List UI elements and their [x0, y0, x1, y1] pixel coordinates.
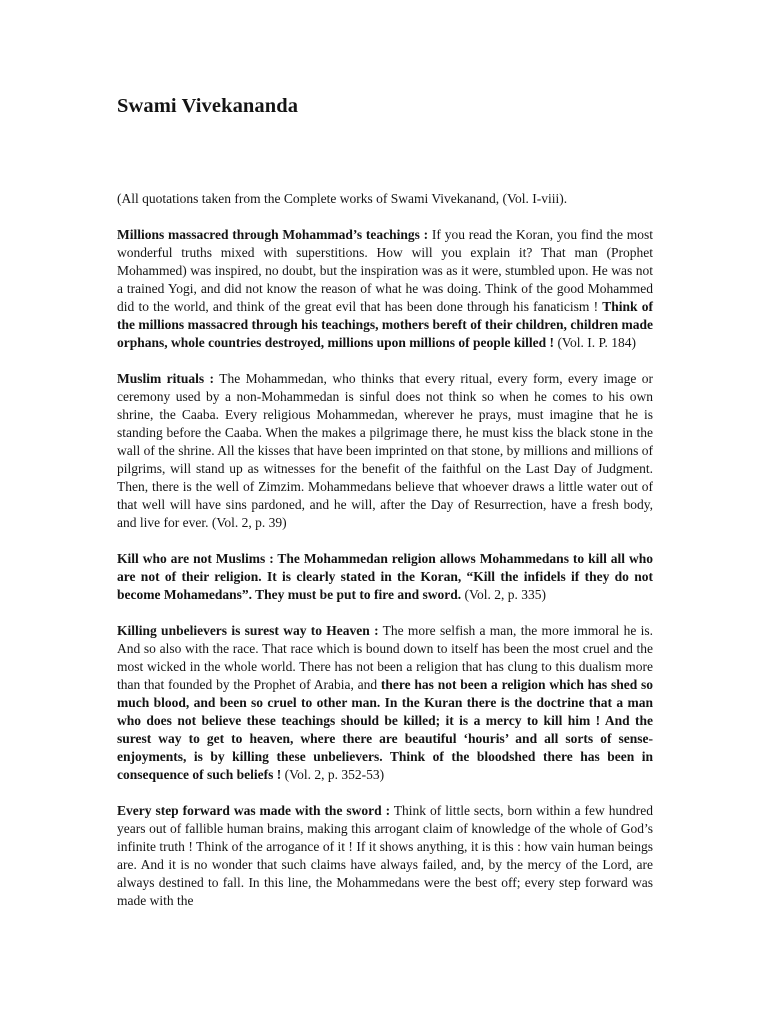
section-emphasis-1: Think of the millions massacred through his teachings, mothers bereft of their children, children made orphans, whole countries destroyed, millions upon millions of people killed ! [117, 299, 654, 350]
section-text-1: If you read the Koran, you find the most wonderful truths mixed with superstitions. How will you explain it? That man (Prophet Mohammed) was inspired, no doubt, but the inspiration was as it were, stumbled upon. He was not a trained Yogi, and did not know the reason of what he was doing. Think of the good Mohammed did to the world, and think of the great evil that has been done through his fanaticism ! [117, 227, 653, 314]
section-text-5: Think of little sects, born within a few hundred years out of fallible human brains, making this arrogant claim of knowledge of the whole of God’s infinite truth ! Think of the arrogance of it ! If it shows anything, it is this : how vain human beings are. And it is no wonder that such claims have always failed, and, by the mercy of the Lord, are always destined to fall. In this line, the Mohammedans were the best off; every step forward was made with the [117, 803, 653, 908]
document-body [117, 190, 653, 928]
section-emphasis-4: there has not been a religion which has shed so much blood, and been so cruel to other man. In the Kuran there is the doctrine that a man who does not believe these teachings should be killed; it is a mercy to kill him ! And the surest way to get to heaven, where there are beautiful ‘houris’ and all sorts of sense-enjoyments, is by killing these unbelievers. Think of the bloodshed there has been in consequence of such beliefs ! [117, 677, 653, 782]
section-paragraph-3 [117, 550, 653, 604]
section-text-2: The Mohammedan, who thinks that every ritual, every form, every image or ceremony used by a non-Mohammedan is sinful does not think so when he comes to his own shrine, the Caaba. Every religious Mohammedan, wherever he prays, must imagine that he is standing before the Caaba. When the makes a pilgrimage there, he must kiss the black stone in the wall of the shrine. All the kisses that have been imprinted on that stone, by millions and millions of pilgrims, will stand up as witnesses for the benefit of the faithful on the Last Day of Judgment. Then, there is the well of Zimzim. Mohammedans believe that whoever draws a little water out of that well will have sins pardoned, and he will, after the Day of Resurrection, have a fresh body, and live for ever. (Vol. 2, p. 39) [117, 371, 654, 530]
section-paragraph-5 [117, 802, 653, 910]
section-heading-5: Every step forward was made with the sword : [117, 803, 391, 818]
intro-paragraph: (All quotations taken from the Complete works of Swami Vivekanand, (Vol. I-viii). [117, 191, 568, 206]
section-paragraph-2 [117, 370, 653, 532]
section-heading-4: Killing unbelievers is surest way to Heaven : [117, 623, 379, 638]
document-title: Swami Vivekananda [117, 95, 299, 117]
section-heading-1: Millions massacred through Mohammad’s teachings : [117, 227, 429, 242]
section-paragraph-4 [117, 622, 653, 784]
section-citation-3: (Vol. 2, p. 335) [461, 587, 547, 602]
section-heading-3: Kill who are not Muslims : [117, 551, 274, 566]
section-citation-1: (Vol. I. P. 184) [554, 335, 636, 350]
section-heading-2: Muslim rituals : [117, 371, 215, 386]
section-text-4: The more selfish a man, the more immoral he is. And so also with the race. That race which is bound down to itself has been the most cruel and the most wicked in the whole world. There has not been a religion that has clung to this dualism more than that founded by the Prophet of Arabia, and [117, 623, 654, 692]
section-citation-4: (Vol. 2, p. 352-53) [281, 767, 385, 782]
section-emphasis-3: The Mohammedan religion allows Mohammedans to kill all who are not of their religion. It is clearly stated in the Koran, “Kill the infidels if they do not become Mohamedans”. They must be put to fire and sword. [117, 551, 653, 602]
section-paragraph-1 [117, 226, 653, 352]
